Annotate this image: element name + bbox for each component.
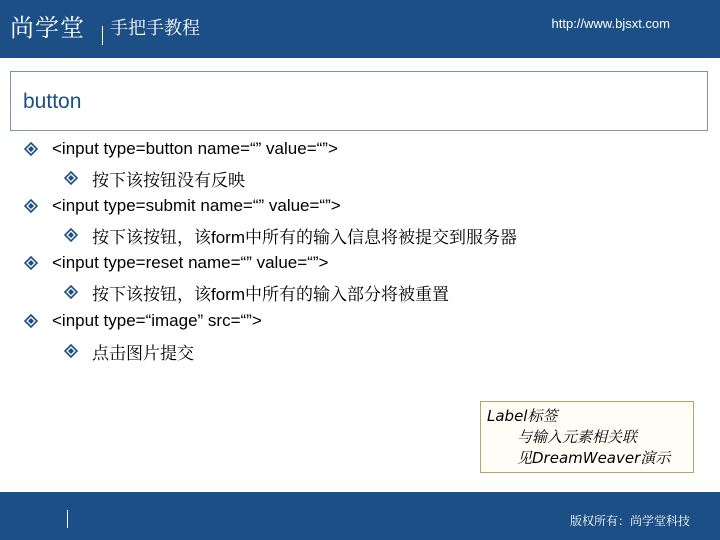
slide-title: button — [23, 90, 82, 113]
diamond-bullet-icon — [64, 285, 78, 299]
header-bar — [0, 0, 720, 58]
bullet-item — [24, 138, 338, 160]
header-divider — [102, 26, 103, 45]
header-subtitle: 手把手教程 — [110, 18, 200, 39]
header-url: http://www.bjsxt.com — [551, 16, 670, 31]
footer-divider — [67, 510, 68, 528]
diamond-bullet-icon — [24, 314, 38, 328]
bullet-text: <input type=reset name=“” value=“”> — [52, 253, 329, 272]
slide-title-box — [10, 71, 708, 131]
bullet-text: <input type=button name=“” value=“”> — [52, 139, 338, 158]
footer-copyright: 版权所有：尚学堂科技 — [569, 514, 690, 528]
diamond-bullet-icon — [24, 256, 38, 270]
bullet-item — [64, 167, 245, 189]
note-box — [480, 401, 694, 473]
bullet-item — [64, 340, 194, 362]
bullet-item — [64, 224, 517, 246]
bullet-item — [24, 195, 341, 217]
note-line-label: Label标签 — [487, 407, 558, 425]
bullet-item — [64, 281, 449, 303]
note-line-association: 与输入元素相关联 — [517, 428, 638, 446]
bullet-text: 点击图片提交 — [92, 343, 194, 363]
bullet-item — [24, 252, 328, 274]
bullet-item — [24, 310, 262, 332]
bullet-text: <input type=“image” src=“”> — [52, 311, 262, 330]
bullet-text: 按下该按钮，该form中所有的输入部分将被重置 — [92, 284, 449, 304]
brand-name: 尚学堂 — [10, 14, 85, 42]
diamond-bullet-icon — [64, 171, 78, 185]
diamond-bullet-icon — [24, 142, 38, 156]
bullet-text: <input type=submit name=“” value=“”> — [52, 196, 341, 215]
footer-bar — [0, 492, 720, 540]
diamond-bullet-icon — [64, 344, 78, 358]
diamond-bullet-icon — [64, 228, 78, 242]
diamond-bullet-icon — [24, 199, 38, 213]
bullet-text: 按下该按钮没有反映 — [92, 170, 245, 190]
bullet-text: 按下该按钮，该form中所有的输入信息将被提交到服务器 — [92, 227, 517, 247]
note-line-demo: 见DreamWeaver演示 — [517, 449, 671, 467]
